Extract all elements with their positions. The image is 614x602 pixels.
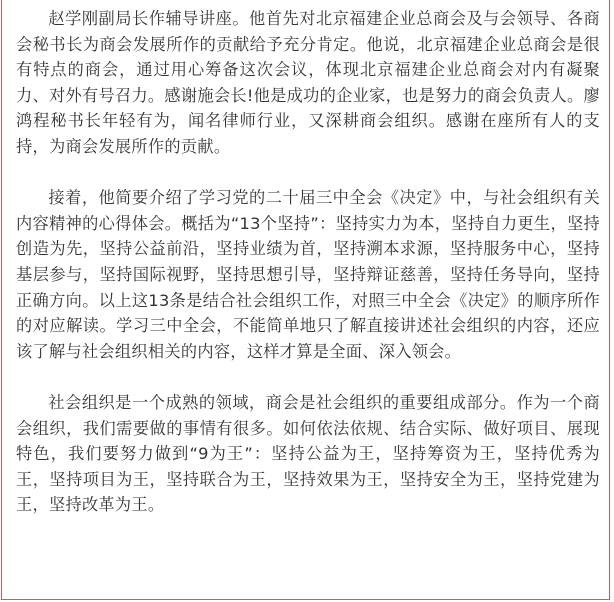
paragraph-lecture-intro: 赵学刚副局长作辅导讲座。他首先对北京福建企业总商会及与会领导、各商会秘书长为商会发展所作的贡献给予充分肯定。他说，北京福建企业总商会是很有特点的商会，通过用心筹备这次会议，体现北京福建企业总商会对内有凝聚力、对外有号召力。感谢施会长!他是成功的企业家，也是努力的商会负责人。廖鸿程秘书长年轻有为，闻名律师行业，又深耕商会组织。感谢在座所有人的支持，为商会发展所作的贡献。 xyxy=(16,9,600,156)
article-body xyxy=(16,6,600,518)
paragraph-nine-kings: 社会组织是一个成熟的领域，商会是社会组织的重要组成部分。作为一个商会组织，我们需要做的事情有很多。如何依法依规、结合实际、做好项目、展现特色，我们要努力做到“9为王”：坚持公益为王，坚持筹资为王，坚持优秀为王，坚持项目为王，坚持联合为王，坚持效果为王，坚持安全为王，坚持党建为王，坚持改革为王。 xyxy=(16,392,600,515)
paragraph-thirteen-principles: 接着，他简要介绍了学习党的二十届三中全会《决定》中，与社会组织有关内容精神的心得体会。概括为“13个坚持”：坚持实力为本，坚持自力更生，坚持创造为先，坚持公益前沿，坚持业绩为首，坚持溯本求源，坚持服务中心，坚持基层参与，坚持国际视野，坚持思想引导，坚持辩证慈善，坚持任务导向，坚持正确方向。以上这13条是结合社会组织工作，对照三中全会《决定》的顺序所作的对应解读。学习三中全会，不能简单地只了解直接讲述社会组织的内容，还应该了解与社会组织相关的内容，这样才算是全面、深入领会。 xyxy=(16,188,600,361)
paragraph-spacer xyxy=(16,160,600,186)
article-frame xyxy=(1,0,610,600)
paragraph-spacer xyxy=(16,364,600,390)
